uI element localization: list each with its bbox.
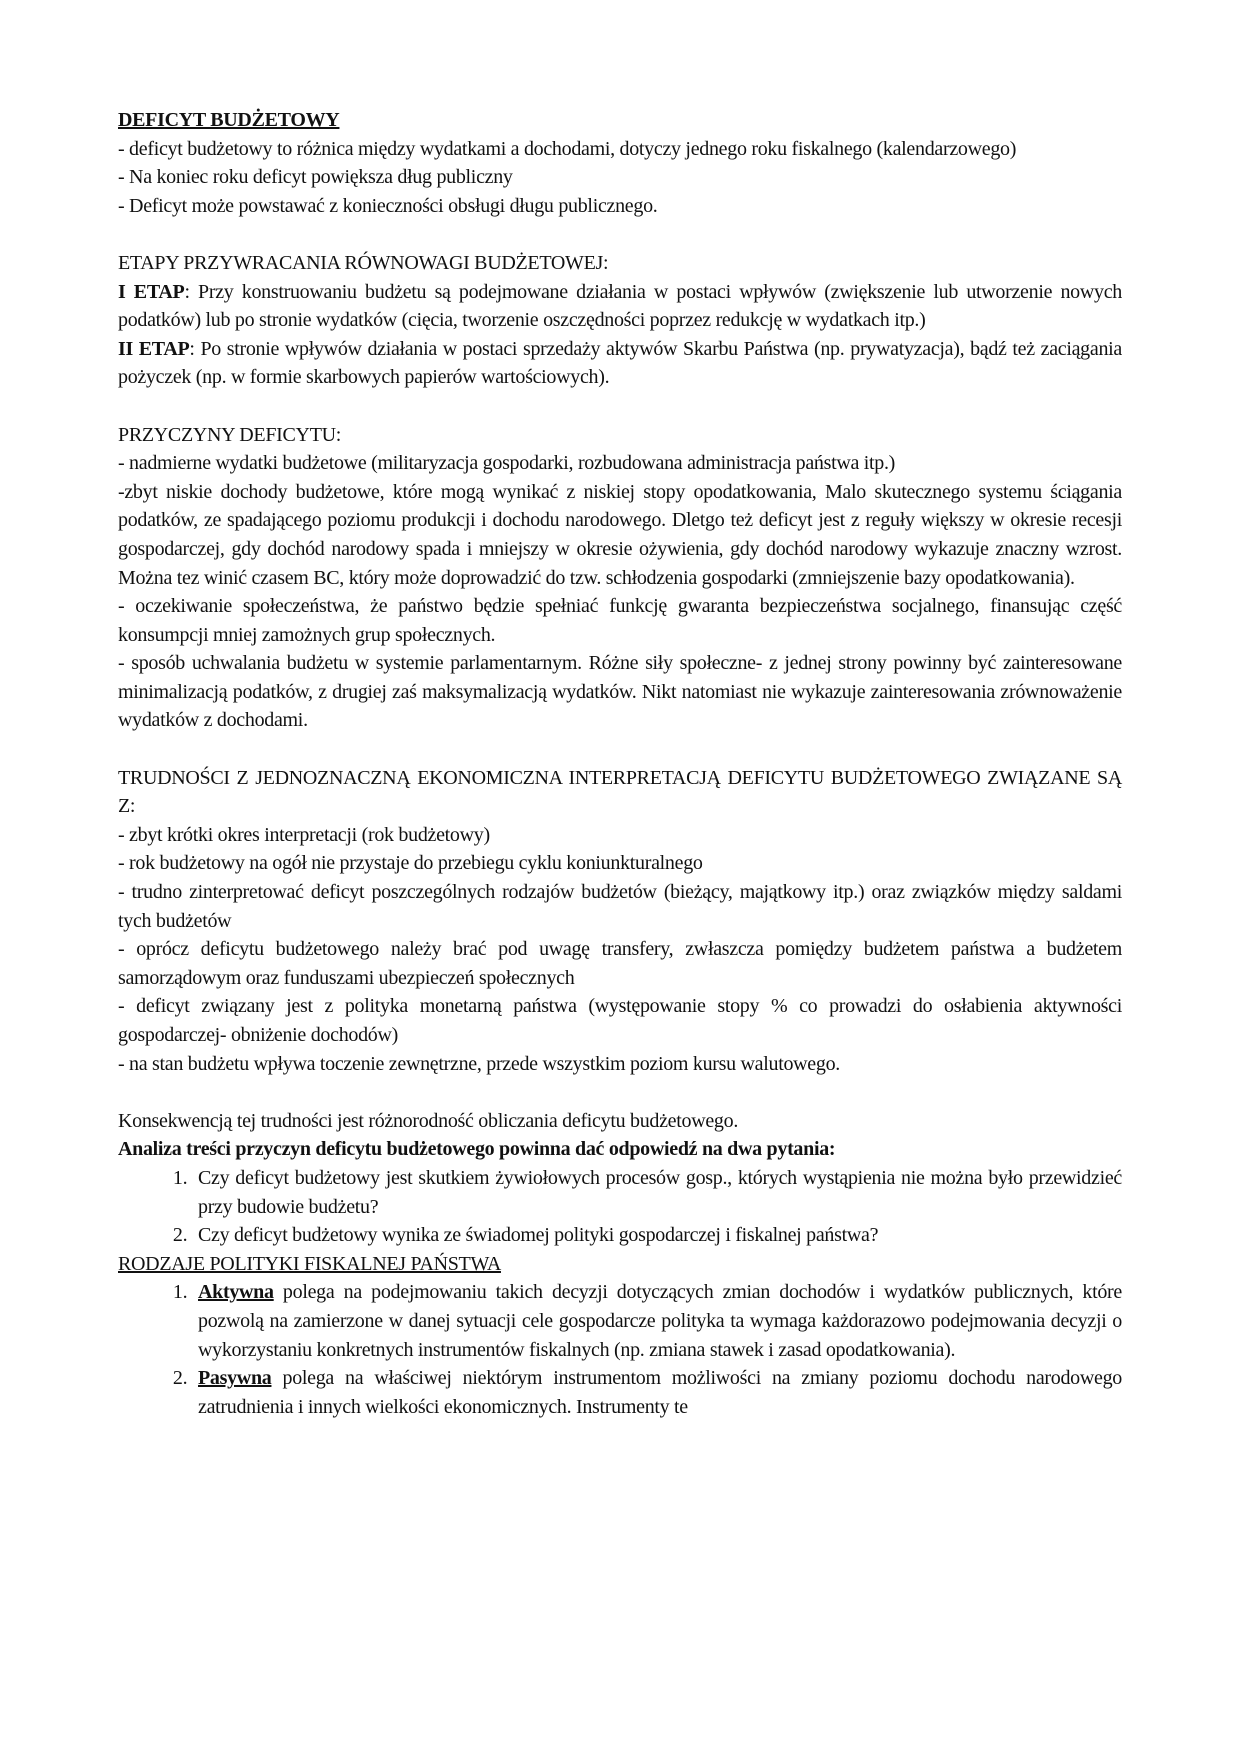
trudnosc-item: - oprócz deficytu budżetowego należy brać pod uwagę transfery, zwłaszcza pomiędzy budżetem państwa a budżetem samorządowym oraz funduszami ubezpieczeń społecznych <box>118 938 1122 989</box>
trudnosc-item: - na stan budżetu wpływa toczenie zewnętrzne, przede wszystkim poziom kursu walutowego. <box>118 1052 840 1075</box>
przyczyny-heading: PRZYCZYNY DEFICYTU: <box>118 423 342 446</box>
przyczyna-item: -zbyt niskie dochody budżetowe, które mogą wynikać z niskiej stopy opodatkowania, Malo skutecznego systemu ściągania podatków, ze spadającego poziomu produkcji i dochodu narodowego. Dletgo też deficyt jest z reguły większy w okresie recesji gospodarczej, gdy dochód narodowy spada i mniejszy w okresie ożywienia, gdy dochód narodowy wykazuje znaczny wzrost. Można tez winić czasem BC, który może doprowadzić do tzw. schłodzenia gospodarki (zmniejszenie bazy opodatkowania). <box>118 480 1122 589</box>
etapy-heading: ETAPY PRZYWRACANIA RÓWNOWAGI BUDŻETOWEJ: <box>118 251 609 274</box>
etap-text: : Przy konstruowaniu budżetu są podejmowane działania w postaci wpływów (zwiększenie lub utworzenie nowych podatków) lub po stronie wydatków (cięcia, tworzenie oszczędności poprzez redukcję w wydatkach itp.) <box>118 280 1122 332</box>
rodzaj-text: polega na właściwej niektórym instrumentom możliwości na zmiany poziomu dochodu narodowego zatrudnienia i innych wielkości ekonomicznych. Instrumenty te <box>198 1367 1122 1418</box>
rodzaj-label: Pasywna <box>198 1367 272 1390</box>
etap-text: : Po stronie wpływów działania w postaci sprzedaży aktywów Skarbu Państwa (np. prywatyzacja), bądź też zaciągania pożyczek (np. w formie skarbowych papierów wartościowych). <box>118 337 1122 389</box>
przyczyna-item: - oczekiwanie społeczeństwa, że państwo będzie spełniać funkcję gwaranta bezpieczeństwa socjalnego, finansując część konsumpcji mniej zamożnych grup społecznych. <box>118 595 1122 646</box>
trudnosc-item: - zbyt krótki okres interpretacji (rok budżetowy) <box>118 823 490 846</box>
intro-line: - Na koniec roku deficyt powiększa dług publiczny <box>118 166 513 189</box>
przyczyna-item: - nadmierne wydatki budżetowe (militaryzacja gospodarki, rozbudowana administracja państwa itp.) <box>118 452 896 475</box>
analiza-questions <box>118 1164 1122 1250</box>
trudnosc-item: - rok budżetowy na ogół nie przystaje do przebiegu cyklu koniunkturalnego <box>118 852 703 875</box>
etap-item <box>118 335 1122 392</box>
trudnosci-heading: TRUDNOŚCI Z JEDNOZNACZNĄ EKONOMICZNA INTERPRETACJĄ DEFICYTU BUDŻETOWEGO ZWIĄZANE SĄ Z: <box>118 766 1122 818</box>
etap-label: I ETAP <box>118 280 185 303</box>
rodzaj-label: Aktywna <box>198 1281 274 1304</box>
question-item: 1. Czy deficyt budżetowy jest skutkiem żywiołowych procesów gosp., których wystąpienia nie można było przewidzieć przy budowie budżetu? <box>192 1164 1122 1221</box>
rodzaj-item <box>192 1278 1122 1364</box>
trudnosc-item: - trudno zinterpretować deficyt poszczególnych rodzajów budżetów (bieżący, majątkowy itp.) oraz związków między saldami tych budżetów <box>118 881 1122 932</box>
przyczyna-item: - sposób uchwalania budżetu w systemie parlamentarnym. Różne siły społeczne- z jednej strony powinny być zainteresowane minimalizacją podatków, z drugiej zaś maksymalizacją wydatków. Nikt natomiast nie wykazuje zainteresowania zrównoważenie wydatków z dochodami. <box>118 652 1122 732</box>
document-page <box>118 106 1122 1421</box>
rodzaje-heading: RODZAJE POLITYKI FISKALNEJ PAŃSTWA <box>118 1252 501 1275</box>
intro-line: - Deficyt może powstawać z konieczności obsługi długu publicznego. <box>118 194 658 217</box>
document-title: DEFICYT BUDŻETOWY <box>118 109 340 131</box>
rodzaj-item <box>192 1364 1122 1421</box>
etap-item <box>118 278 1122 335</box>
konsekwencja-text: Konsekwencją tej trudności jest różnorodność obliczania deficytu budżetowego. <box>118 1109 739 1132</box>
etap-label: II ETAP <box>118 337 190 360</box>
analiza-heading: Analiza treści przyczyn deficytu budżetowego powinna dać odpowiedź na dwa pytania: <box>118 1138 836 1161</box>
rodzaj-text: polega na podejmowaniu takich decyzji dotyczących zmian dochodów i wydatków publicznych, które pozwolą na zamierzone w danej sytuacji cele gospodarcze polityka ta wymaga każdorazowo podejmowania decyzji o wykorzystaniu konkretnych instrumentów fiskalnych (np. zmiana stawek i zasad opodatkowania). <box>198 1281 1122 1361</box>
intro-line: - deficyt budżetowy to różnica między wydatkami a dochodami, dotyczy jednego roku fiskalnego (kalendarzowego) <box>118 137 1017 160</box>
rodzaje-list <box>118 1278 1122 1421</box>
question-item: 2. Czy deficyt budżetowy wynika ze świadomej polityki gospodarczej i fiskalnej państwa? <box>192 1221 1122 1250</box>
trudnosc-item: - deficyt związany jest z polityka monetarną państwa (występowanie stopy % co prowadzi do osłabienia aktywności gospodarczej- obniżenie dochodów) <box>118 995 1122 1046</box>
